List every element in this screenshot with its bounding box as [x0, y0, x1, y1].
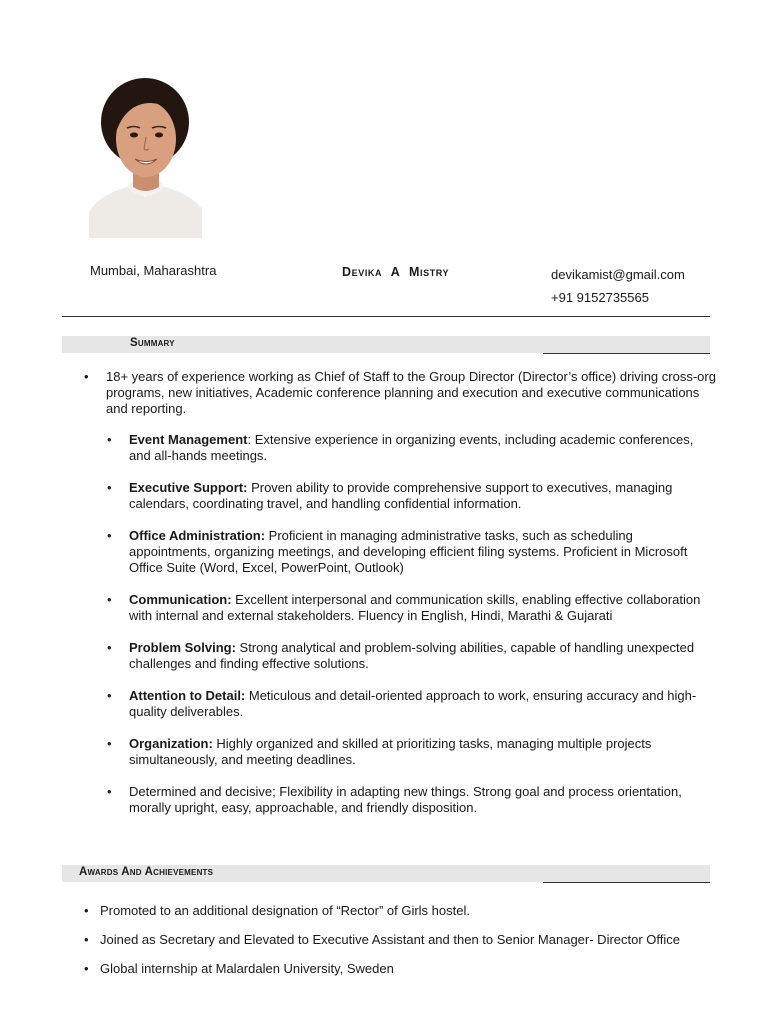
skill-text: Determined and decisive; Flexibility in adapting new things. Strong goal and process orientation, morally upright, easy, approachable, and friendly disposition. [129, 784, 682, 815]
skill-text: Meticulous and detail-oriented approach to work, ensuring accuracy and high-quality deliverables. [129, 688, 697, 719]
email-address[interactable]: devikamist@gmail.com [551, 267, 685, 282]
summary-section-bar [62, 336, 710, 353]
contact-details [551, 263, 685, 309]
awards-heading: Awards And Achievements [79, 866, 214, 878]
skill-label: Communication: [129, 592, 232, 607]
candidate-name: Devika A Mistry [342, 265, 450, 279]
bullet-icon: • [107, 640, 112, 655]
skills-list [107, 432, 716, 816]
skill-text: Extensive experience in organizing events, including academic conferences, and all-hands meetings. [129, 432, 694, 463]
bullet-icon: • [84, 369, 89, 384]
award-item [84, 961, 680, 990]
summary-intro [84, 369, 716, 417]
summary-heading: Summary [130, 337, 175, 349]
bullet-icon: • [107, 480, 112, 495]
bullet-icon: • [107, 592, 112, 607]
skill-text: Strong analytical and problem-solving abilities, capable of handling unexpected challenges and finding effective solutions. [129, 640, 695, 671]
award-item [84, 903, 680, 932]
skill-item [107, 784, 716, 816]
summary-underline [543, 353, 710, 354]
bullet-icon: • [107, 688, 112, 703]
skill-label: Organization: [129, 736, 213, 751]
award-text: Joined as Secretary and Elevated to Executive Assistant and then to Senior Manager- Director Office [100, 932, 681, 947]
skill-item [107, 432, 716, 464]
bullet-icon: • [107, 528, 112, 543]
header-divider [62, 316, 710, 317]
skill-text: Excellent interpersonal and communication skills, enabling effective collaboration with internal and external stakeholders. Fluency in English, Hindi, Marathi & Gujarati [129, 592, 701, 623]
skill-label: Problem Solving: [129, 640, 236, 655]
skill-item [107, 592, 716, 624]
awards-section-bar [62, 865, 710, 882]
skill-text: Proficient in managing administrative tasks, such as scheduling appointments, organizing meetings, and developing efficient filing systems. Proficient in Microsoft Office Suite (Word, Excel, PowerPoint, Outlook) [129, 528, 688, 575]
phone-number: +91 9152735565 [551, 290, 649, 305]
awards-list [84, 903, 681, 990]
skill-item [107, 736, 716, 768]
skill-label: Executive Support: [129, 480, 248, 495]
summary-list [84, 369, 716, 832]
skill-separator: : [247, 432, 252, 447]
skill-text: Highly organized and skilled at prioritizing tasks, managing multiple projects simultaneously, and meeting deadlines. [129, 736, 652, 767]
profile-photo [89, 77, 202, 238]
award-item [84, 932, 681, 961]
bullet-icon: • [84, 903, 89, 918]
skill-text: Proven ability to provide comprehensive support to executives, managing calendars, coordinating travel, and handling confidential information. [129, 480, 673, 511]
skill-label: Office Administration: [129, 528, 266, 543]
skill-label: Attention to Detail: [129, 688, 246, 703]
awards-underline [543, 882, 710, 883]
skill-item [107, 480, 716, 512]
skill-label: Event Management [129, 432, 248, 447]
bullet-icon: • [107, 432, 112, 447]
summary-intro-text: 18+ years of experience working as Chief of Staff to the Group Director (Director’s office) driving cross-org programs, new initiatives, Academic conference planning and execution and executive communications and reporting. [106, 369, 716, 416]
location: Mumbai, Maharashtra [90, 263, 217, 278]
award-text: Promoted to an additional designation of “Rector” of Girls hostel. [100, 903, 470, 918]
skill-item [107, 528, 716, 576]
bullet-icon: • [84, 961, 89, 976]
award-text: Global internship at Malardalen University, Sweden [100, 961, 394, 976]
bullet-icon: • [107, 784, 112, 799]
skill-item [107, 640, 716, 672]
bullet-icon: • [84, 932, 89, 947]
bullet-icon: • [107, 736, 112, 751]
skill-item [107, 688, 716, 720]
